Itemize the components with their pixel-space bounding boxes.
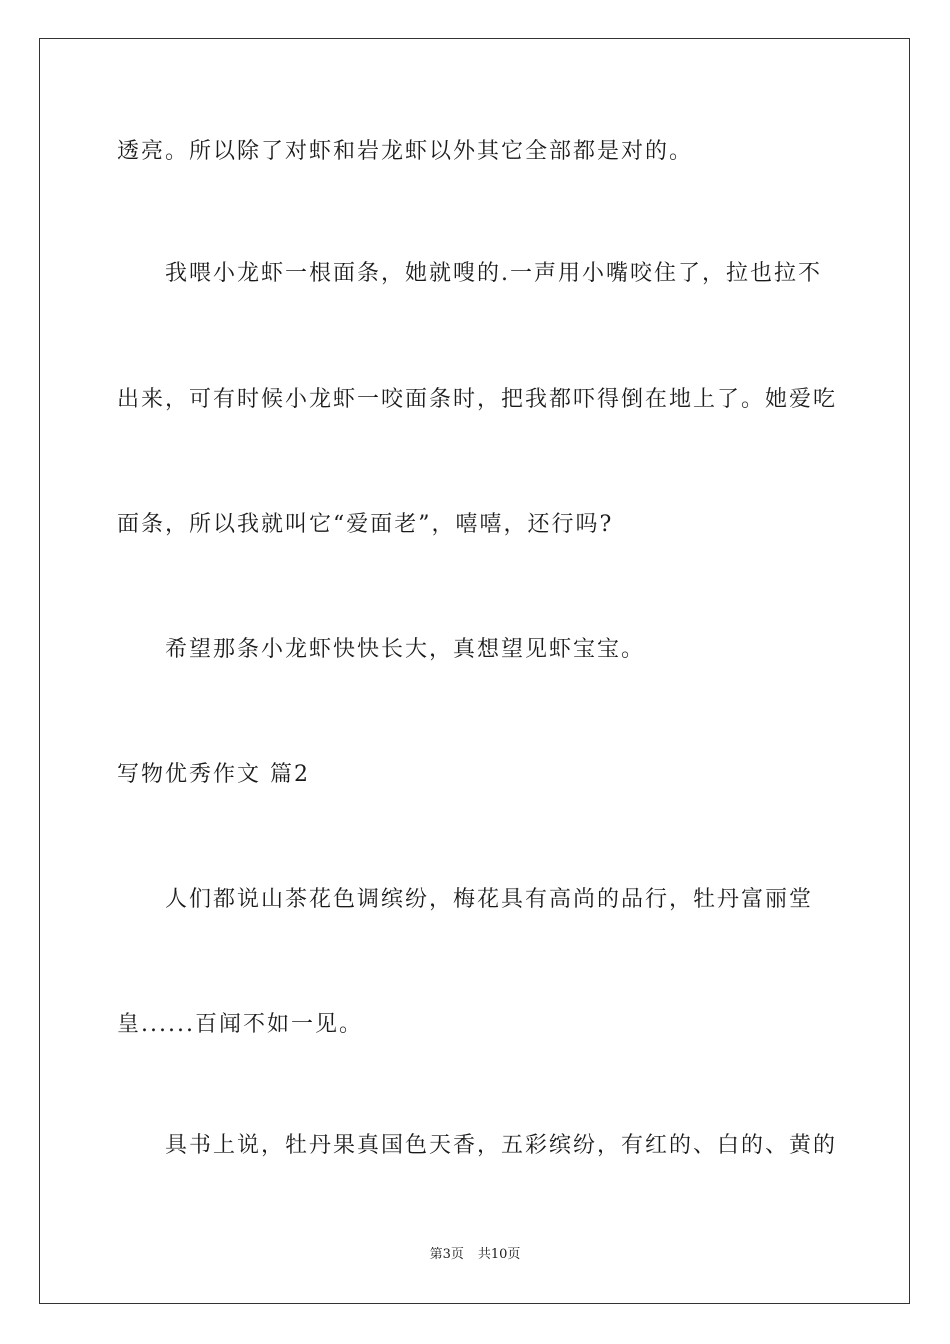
page-total: 共10页 (477, 1247, 521, 1262)
page-number: 第3页 (429, 1247, 464, 1262)
paragraph-line: 皇......百闻不如一见。 (117, 1012, 363, 1037)
paragraph-line: 出来，可有时候小龙虾一咬面条时，把我都吓得倒在地上了。她爱吃 (117, 387, 838, 412)
paragraph-line: 具书上说，牡丹果真国色天香，五彩缤纷，有红的、白的、黄的 (165, 1133, 838, 1158)
section-heading: 写物优秀作文 篇2 (117, 762, 310, 787)
paragraph-line: 我喂小龙虾一根面条，她就嗖的.一声用小嘴咬住了，拉也拉不 (165, 261, 822, 286)
paragraph-line: 希望那条小龙虾快快长大，真想望见虾宝宝。 (165, 637, 646, 662)
page-footer (0, 1246, 950, 1264)
paragraph-line: 人们都说山茶花色调缤纷，梅花具有高尚的品行，牡丹富丽堂 (165, 887, 814, 912)
paragraph-line: 面条，所以我就叫它“爱面老”，嘻嘻，还行吗? (117, 512, 614, 537)
paragraph-line: 透亮。所以除了对虾和岩龙虾以外其它全部都是对的。 (117, 139, 694, 164)
page-frame (39, 38, 910, 1304)
